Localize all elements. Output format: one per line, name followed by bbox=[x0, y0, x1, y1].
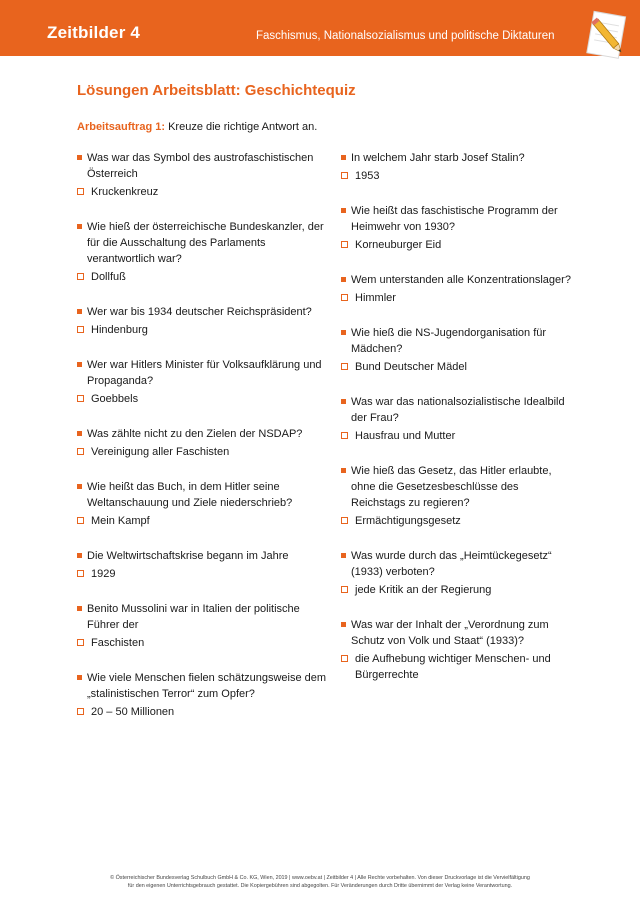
checkbox-icon[interactable] bbox=[77, 326, 84, 333]
answer-option[interactable] bbox=[77, 391, 327, 407]
question bbox=[77, 479, 327, 511]
question bbox=[341, 203, 571, 235]
checkbox-icon[interactable] bbox=[341, 172, 348, 179]
checkbox-icon[interactable] bbox=[341, 432, 348, 439]
checkbox-icon[interactable] bbox=[77, 517, 84, 524]
answer-option[interactable] bbox=[77, 269, 327, 285]
square-bullet-icon bbox=[77, 155, 82, 160]
question-text: Benito Mussolini war in Italien der politische Führer der bbox=[87, 603, 300, 631]
checkbox-icon[interactable] bbox=[77, 448, 84, 455]
answer-text: Himmler bbox=[355, 292, 396, 304]
answer-option[interactable] bbox=[77, 444, 327, 460]
question bbox=[341, 325, 571, 357]
answer-text: 1953 bbox=[355, 170, 380, 182]
question-text: Wie heißt das faschistische Programm der Heimwehr von 1930? bbox=[351, 205, 558, 233]
question-text: Wie viele Menschen fielen schätzungsweise dem „stalinistischen Terror“ zum Opfer? bbox=[87, 672, 327, 700]
square-bullet-icon bbox=[341, 155, 346, 160]
answer-option[interactable] bbox=[341, 237, 571, 253]
checkbox-icon[interactable] bbox=[341, 517, 348, 524]
quiz-item bbox=[77, 219, 327, 285]
quiz-item bbox=[341, 394, 571, 444]
subject-title: Faschismus, Nationalsozialismus und politische Diktaturen bbox=[256, 30, 555, 42]
quiz-item bbox=[341, 150, 571, 184]
square-bullet-icon bbox=[341, 330, 346, 335]
quiz-item bbox=[77, 548, 327, 582]
answer-option[interactable] bbox=[341, 582, 571, 598]
quiz-item bbox=[341, 463, 571, 529]
question bbox=[77, 219, 327, 267]
page-title: Lösungen Arbeitsblatt: Geschichtequiz bbox=[77, 82, 356, 99]
square-bullet-icon bbox=[77, 309, 82, 314]
quiz-item bbox=[77, 479, 327, 529]
answer-text: 1929 bbox=[91, 568, 116, 580]
square-bullet-icon bbox=[341, 399, 346, 404]
brand-title: Zeitbilder 4 bbox=[47, 23, 141, 42]
question bbox=[77, 548, 327, 564]
left-column bbox=[77, 150, 327, 739]
question-text: In welchem Jahr starb Josef Stalin? bbox=[351, 152, 525, 164]
checkbox-icon[interactable] bbox=[341, 241, 348, 248]
task-text: Kreuze die richtige Antwort an. bbox=[165, 121, 318, 133]
answer-text: Hindenburg bbox=[91, 324, 148, 336]
task-instruction bbox=[77, 121, 317, 133]
question bbox=[77, 357, 327, 389]
quiz-item bbox=[77, 304, 327, 338]
question bbox=[77, 304, 327, 320]
checkbox-icon[interactable] bbox=[341, 363, 348, 370]
square-bullet-icon bbox=[77, 553, 82, 558]
question-text: Was war das nationalsozialistische Idealbild der Frau? bbox=[351, 396, 565, 424]
answer-text: 20 – 50 Millionen bbox=[91, 706, 175, 718]
question-text: Wie hieß der österreichische Bundeskanzler, der für die Ausschaltung des Parlaments verantwortlich war? bbox=[87, 221, 324, 265]
checkbox-icon[interactable] bbox=[341, 294, 348, 301]
answer-option[interactable] bbox=[77, 184, 327, 200]
checkbox-icon[interactable] bbox=[77, 395, 84, 402]
question-text: Wer war bis 1934 deutscher Reichspräsident? bbox=[87, 306, 312, 318]
quiz-item bbox=[77, 150, 327, 200]
answer-option[interactable] bbox=[341, 651, 571, 683]
question bbox=[77, 426, 327, 442]
footer-copyright bbox=[0, 874, 640, 890]
question-text: Wie hieß die NS-Jugendorganisation für Mädchen? bbox=[351, 327, 547, 355]
quiz-item bbox=[341, 272, 571, 306]
footer-line-1: © Österreichischer Bundesverlag Schulbuch GmbH & Co. KG, Wien, 2019 | www.oebv.at | Zeitbilder 4 | Alle Rechte vorbehalten. Von dieser Druckvorlage ist die Vervielfältigung bbox=[110, 875, 530, 881]
task-label: Arbeitsauftrag 1: bbox=[77, 121, 166, 133]
answer-option[interactable] bbox=[341, 168, 571, 184]
answer-text: Mein Kampf bbox=[91, 515, 150, 527]
question bbox=[341, 548, 571, 580]
square-bullet-icon bbox=[341, 622, 346, 627]
checkbox-icon[interactable] bbox=[77, 273, 84, 280]
answer-text: Faschisten bbox=[91, 637, 145, 649]
checkbox-icon[interactable] bbox=[77, 570, 84, 577]
footer-line-2: für den eigenen Unterrichtsgebrauch gestattet. Die Kopiergebühren sind abgegolten. Für Veränderungen durch Dritte übernimmt der Verlag keine Verantwortung. bbox=[127, 883, 513, 889]
square-bullet-icon bbox=[77, 431, 82, 436]
square-bullet-icon bbox=[341, 553, 346, 558]
square-bullet-icon bbox=[341, 468, 346, 473]
answer-option[interactable] bbox=[77, 513, 327, 529]
answer-option[interactable] bbox=[77, 566, 327, 582]
checkbox-icon[interactable] bbox=[77, 188, 84, 195]
quiz-item bbox=[341, 548, 571, 598]
square-bullet-icon bbox=[77, 675, 82, 680]
square-bullet-icon bbox=[77, 606, 82, 611]
quiz-item bbox=[77, 357, 327, 407]
header-bar bbox=[0, 0, 640, 56]
answer-option[interactable] bbox=[341, 428, 571, 444]
question bbox=[77, 601, 327, 633]
answer-text: Goebbels bbox=[91, 393, 139, 405]
question-text: Wer war Hitlers Minister für Volksaufklärung und Propaganda? bbox=[87, 359, 322, 387]
quiz-item bbox=[77, 601, 327, 651]
question bbox=[341, 463, 571, 511]
answer-text: Korneuburger Eid bbox=[355, 239, 442, 251]
question-text: Wie heißt das Buch, in dem Hitler seine Weltanschauung und Ziele niederschrieb? bbox=[87, 481, 293, 509]
answer-option[interactable] bbox=[77, 635, 327, 651]
answer-text: Bund Deutscher Mädel bbox=[355, 361, 467, 373]
square-bullet-icon bbox=[77, 224, 82, 229]
question-text: Was war das Symbol des austrofaschistischen Österreich bbox=[87, 152, 314, 180]
answer-option[interactable] bbox=[341, 513, 571, 529]
question bbox=[77, 670, 327, 702]
answer-option[interactable] bbox=[77, 704, 327, 720]
checkbox-icon[interactable] bbox=[341, 655, 348, 662]
answer-text: Hausfrau und Mutter bbox=[355, 430, 456, 442]
checkbox-icon[interactable] bbox=[77, 639, 84, 646]
question bbox=[341, 617, 571, 649]
question bbox=[341, 272, 571, 288]
quiz-item bbox=[341, 325, 571, 375]
quiz-item bbox=[341, 617, 571, 683]
answer-text: jede Kritik an der Regierung bbox=[355, 584, 492, 596]
answer-text: Ermächtigungsgesetz bbox=[355, 515, 461, 527]
square-bullet-icon bbox=[341, 208, 346, 213]
question-text: Wie hieß das Gesetz, das Hitler erlaubte, ohne die Gesetzesbeschlüsse des Reichstags zu regieren? bbox=[351, 465, 552, 509]
question-text: Was wurde durch das „Heimtückegesetz“ (1933) verboten? bbox=[351, 550, 552, 578]
checkbox-icon[interactable] bbox=[77, 708, 84, 715]
answer-option[interactable] bbox=[341, 290, 571, 306]
answer-text: Kruckenkreuz bbox=[91, 186, 159, 198]
square-bullet-icon bbox=[77, 362, 82, 367]
pencil-paper-icon bbox=[582, 8, 632, 64]
answer-option[interactable] bbox=[341, 359, 571, 375]
checkbox-icon[interactable] bbox=[341, 586, 348, 593]
question bbox=[341, 394, 571, 426]
quiz-item bbox=[77, 670, 327, 720]
square-bullet-icon bbox=[341, 277, 346, 282]
quiz-item bbox=[341, 203, 571, 253]
answer-text: die Aufhebung wichtiger Menschen- und Bürgerrechte bbox=[355, 653, 551, 681]
question-text: Was war der Inhalt der „Verordnung zum Schutz von Volk und Staat“ (1933)? bbox=[351, 619, 549, 647]
question-text: Wem unterstanden alle Konzentrationslager? bbox=[351, 274, 571, 286]
answer-text: Vereinigung aller Faschisten bbox=[91, 446, 230, 458]
square-bullet-icon bbox=[77, 484, 82, 489]
question bbox=[77, 150, 327, 182]
answer-text: Dollfuß bbox=[91, 271, 126, 283]
question bbox=[341, 150, 571, 166]
quiz-item bbox=[77, 426, 327, 460]
right-column bbox=[341, 150, 571, 702]
question-text: Was zählte nicht zu den Zielen der NSDAP? bbox=[87, 428, 303, 440]
answer-option[interactable] bbox=[77, 322, 327, 338]
question-text: Die Weltwirtschaftskrise begann im Jahre bbox=[87, 550, 289, 562]
